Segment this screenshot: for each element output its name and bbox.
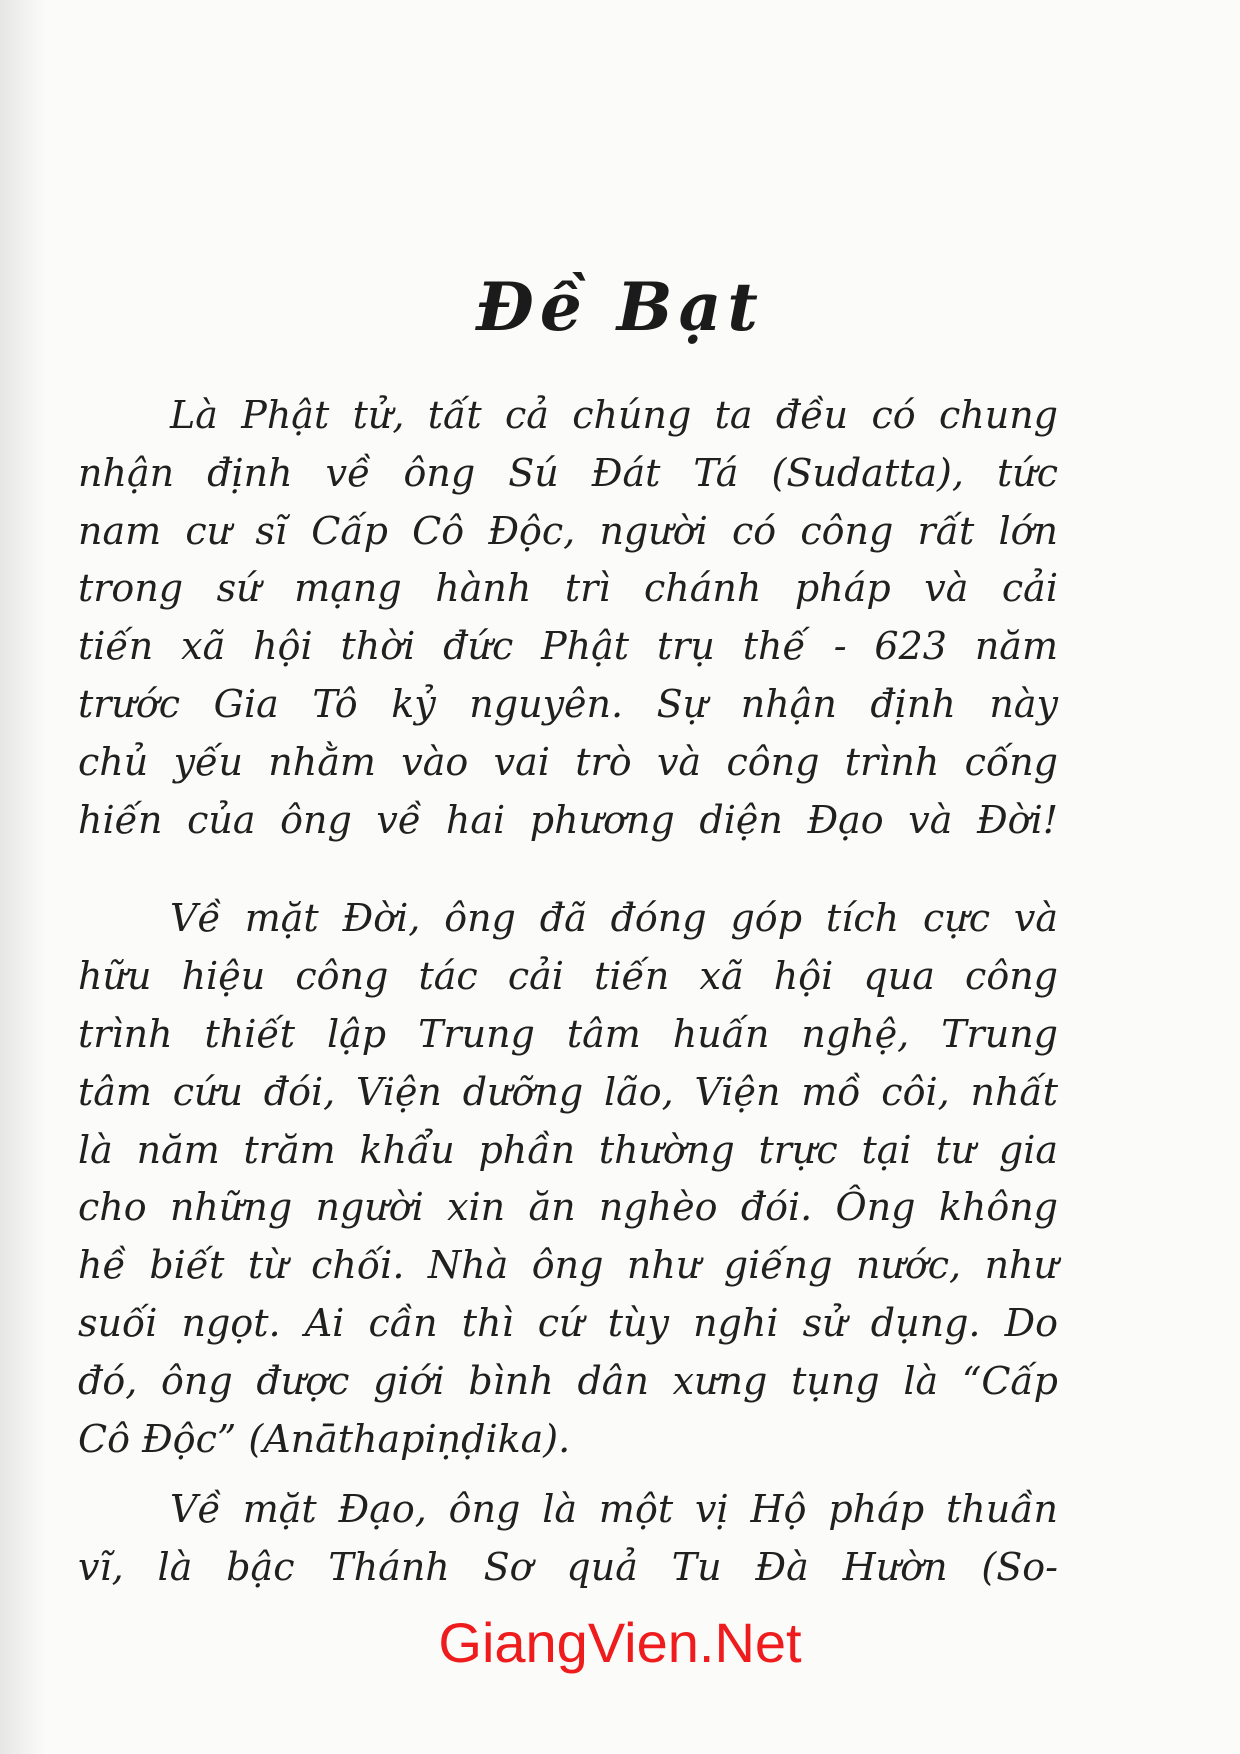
paragraph-1-line-2: nhận định về ông Sú Đát Tá (Sudatta), tức [78, 450, 1058, 495]
paragraph-2-line-10: Cô Độc” (Anāthapiṇḍika). [78, 1416, 571, 1461]
paragraph-1-line-8: hiến của ông về hai phương diện Đạo và Đời! [78, 797, 1058, 842]
paragraph-2-line-6: cho những người xin ăn nghèo đói. Ông không [78, 1185, 1058, 1230]
paragraph-gap [78, 849, 1058, 890]
paragraph-2-line-8: suối ngọt. Ai cần thì cứ tùy nghi sử dụng. Do [78, 1300, 1058, 1345]
paragraph-1-line-4: trong sứ mạng hành trì chánh pháp và cải [78, 566, 1058, 611]
paragraph-2-line-3: trình thiết lập Trung tâm huấn nghệ, Trung [78, 1011, 1058, 1056]
paragraph-1-line-6: trước Gia Tô kỷ nguyên. Sự nhận định này [78, 681, 1058, 726]
paragraph-3-line-2: vĩ, là bậc Thánh Sơ quả Tu Đà Hườn (So- [78, 1545, 1058, 1590]
paragraph-1-line-1: Là Phật tử, tất cả chúng ta đều có chung [170, 393, 1058, 437]
page-title: Đề Bạt [476, 268, 764, 346]
paragraph-1-line-3: nam cư sĩ Cấp Cô Độc, người có công rất lớn [78, 508, 1058, 553]
paragraph-3-line-1: Về mặt Đạo, ông là một vị Hộ pháp thuần [170, 1487, 1058, 1532]
paragraph-2-line-4: tâm cứu đói, Viện dưỡng lão, Viện mồ côi, nhất [78, 1069, 1058, 1114]
page-edge-shadow [0, 0, 46, 1754]
paragraph-1-line-7: chủ yếu nhằm vào vai trò và công trình cống [78, 739, 1058, 784]
paragraph-2-line-1: Về mặt Đời, ông đã đóng góp tích cực và [170, 896, 1058, 941]
paragraph-2-line-7: hề biết từ chối. Nhà ông như giếng nước, như [78, 1243, 1058, 1288]
body-text [78, 387, 1058, 1597]
paragraph-2-line-9: đó, ông được giới bình dân xưng tụng là “Cấp [78, 1358, 1058, 1403]
paragraph-gap [78, 1468, 1058, 1481]
watermark-text: GiangVien.Net [438, 1611, 802, 1674]
paragraph-1-line-5: tiến xã hội thời đức Phật trụ thế - 623 năm [78, 624, 1058, 669]
paragraph-2-line-2: hữu hiệu công tác cải tiến xã hội qua công [78, 954, 1058, 999]
paragraph-2-line-5: là năm trăm khẩu phần thường trực tại tư gia [78, 1127, 1058, 1172]
